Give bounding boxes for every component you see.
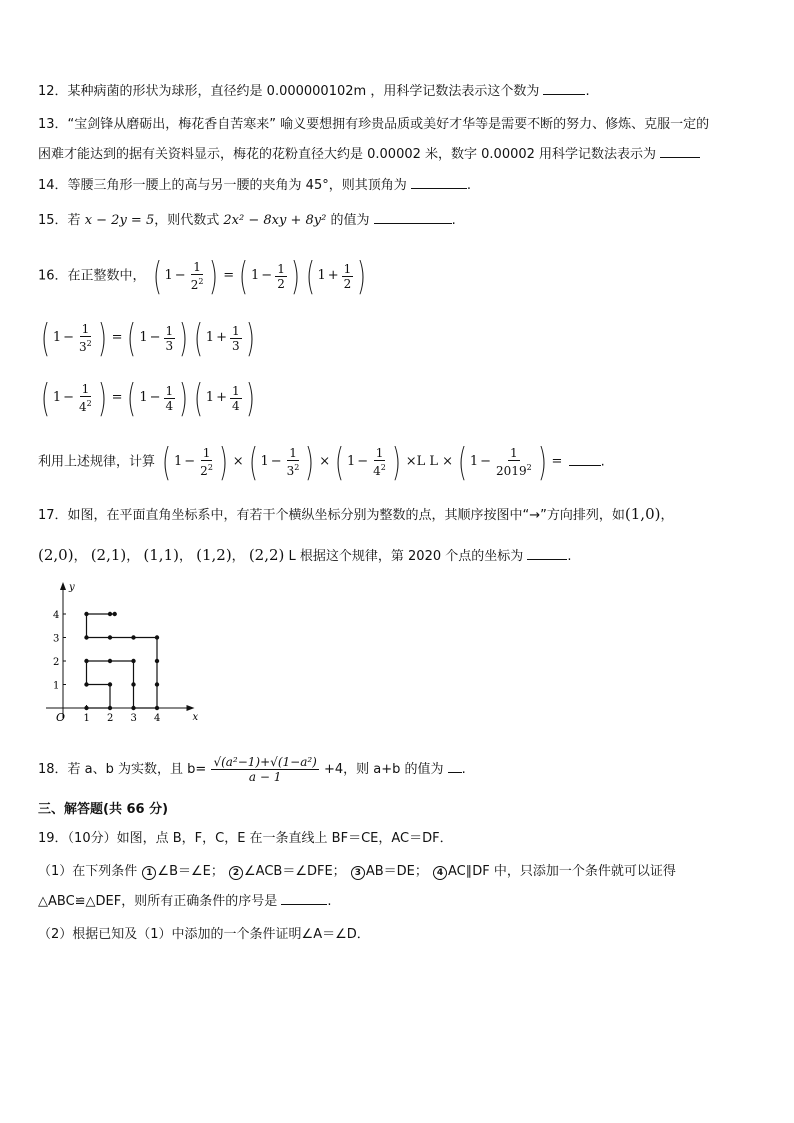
frac-num: 1: [231, 383, 240, 398]
q18-prefix: 18．若 a、b 为实数，且 b=: [38, 762, 207, 777]
q17-line1: 17．如图，在平面直角坐标系中，有若干个横纵坐标分别为整数的点，其顺序按图中“→”方向排列，如: [38, 508, 625, 523]
q13-line2: 困难才能达到的据有关资料显示，梅花的花粉直径大约是 0.00002 米，数字 0.00002 用科学记数法表示为: [38, 147, 657, 162]
circled-number: 4: [433, 866, 447, 880]
q17-point: (2,2): [248, 546, 285, 564]
q16-one: 1: [52, 390, 62, 405]
q16-frac: [494, 446, 534, 478]
q16-one: 1: [164, 268, 173, 283]
frac-den: 4: [165, 398, 174, 413]
lattice-point: [113, 612, 117, 616]
q16-end: .: [600, 454, 605, 470]
q12-end: .: [585, 84, 590, 99]
lattice-point: [84, 706, 88, 710]
lattice-point: [84, 635, 88, 639]
question-16-calc: [38, 442, 605, 483]
spiral-path: [87, 614, 158, 708]
question-17-line1: 17．如图，在平面直角坐标系中，有若干个横纵坐标分别为整数的点，其顺序按图中“→”方向排列，如(1,0)，: [38, 505, 674, 523]
q17-point: (2,1): [90, 546, 127, 564]
q16-one: 1: [139, 390, 148, 405]
q16-one: 1: [139, 330, 148, 345]
q16-frac: [275, 262, 287, 291]
question-16-row-1: [38, 256, 369, 297]
lattice-point: [84, 659, 88, 663]
lattice-point: [155, 682, 159, 686]
question-18: [38, 750, 466, 790]
q15-prefix: 15．若: [38, 213, 81, 228]
q15-mid: ，则代数式: [154, 213, 220, 228]
question-16-row-2: [38, 318, 257, 359]
q16-one: 1: [251, 268, 260, 283]
q19-condition: AC∥DF 中，只添加一个条件就可以证得: [448, 864, 676, 879]
question-12: [38, 82, 590, 102]
q16-one: 1: [346, 454, 356, 469]
frac-den: $4^2$: [79, 399, 92, 414]
lattice-point: [131, 682, 135, 686]
frac-num: 1: [375, 446, 384, 460]
question-16-row-3: [38, 378, 257, 419]
q19-part1-intro: （1）在下列条件: [38, 864, 138, 879]
y-tick-label: 1: [53, 680, 60, 692]
circled-number: 2: [229, 866, 243, 880]
q18-answer-blank[interactable]: [448, 760, 462, 773]
x-tick-label: 1: [83, 713, 90, 724]
frac-num: 1: [165, 383, 174, 398]
q15-suffix: 的值为: [330, 213, 370, 228]
x-axis-arrow: [187, 705, 195, 711]
frac-den: 2019$^2$: [496, 463, 532, 478]
lattice-point: [84, 612, 88, 616]
q19-part2-text: （2）根据已知及（1）中添加的一个条件证明∠A＝∠D．: [38, 927, 370, 942]
lattice-point: [108, 659, 112, 663]
q16-one: 1: [52, 330, 62, 345]
q16-frac: [342, 262, 354, 291]
q12-text: 12．某种病菌的形状为球形，直径约是 0.000000102m ，用科学记数法表示这个数为: [38, 84, 540, 99]
lattice-point: [155, 635, 159, 639]
q16-frac: [230, 324, 242, 353]
frac-num: 1: [231, 323, 240, 338]
question-17-line2: (2,0)， (2,1)， (1,1)， (1,2)， (2,2) L 根据这个规律，第 2020 个点的坐标为 .: [38, 546, 572, 564]
q16-frac: [77, 322, 94, 354]
question-15: [38, 211, 456, 231]
lattice-point: [84, 682, 88, 686]
q17-end: .: [567, 549, 572, 564]
q12-answer-blank[interactable]: [543, 82, 585, 95]
section-heading: 三、解答题(共 66 分): [38, 802, 169, 817]
frac-den: 3: [165, 338, 174, 353]
q15-answer-blank[interactable]: [374, 211, 452, 224]
question-14: [38, 176, 471, 196]
circled-number: 3: [351, 866, 365, 880]
question-19-part1-cont: [38, 892, 332, 912]
circled-number: 1: [142, 866, 156, 880]
q18-end: .: [461, 762, 466, 777]
frac-den: $3^2$: [79, 339, 92, 354]
y-axis-label: y: [69, 582, 75, 593]
frac-num: 1: [343, 261, 352, 276]
lattice-point: [131, 659, 135, 663]
lattice-point: [108, 682, 112, 686]
q16-calc-prefix: 利用上述规律，计算: [38, 454, 156, 470]
frac-num: 1: [510, 446, 518, 460]
q15-expression: 2x² − 8xy + 8y²: [223, 213, 327, 228]
lattice-point: [155, 659, 159, 663]
q15-condition: x − 2y = 5: [84, 213, 155, 228]
y-tick-label: 4: [53, 610, 60, 621]
q18-denominator: a − 1: [248, 770, 282, 784]
question-19-part1: [38, 862, 676, 882]
lattice-point: [155, 706, 159, 710]
y-tick-label: 2: [53, 657, 60, 668]
q16-one: 1: [205, 330, 215, 345]
question-19-line1: [38, 829, 453, 849]
origin-label: O: [56, 711, 66, 724]
q14-answer-blank[interactable]: [411, 176, 467, 189]
q16-frac: [164, 384, 176, 413]
y-axis-arrow: [60, 582, 66, 590]
x-tick-label: 3: [130, 713, 137, 724]
q18-numerator: √(a²−1)+√(1−a²): [213, 755, 317, 769]
frac-den: 3: [231, 338, 240, 353]
q13-answer-blank[interactable]: [660, 145, 700, 158]
q19-condition: AB＝DE；: [365, 864, 428, 879]
x-tick-label: 4: [154, 713, 161, 724]
q16-one: 1: [260, 454, 269, 469]
q14-text: 14．等腰三角形一腰上的高与另一腰的夹角为 45°，则其顶角为: [38, 178, 407, 193]
q17-line2-suffix: L 根据这个规律，第 2020 个点的坐标为: [288, 549, 524, 564]
q16-frac: [371, 446, 388, 478]
q17-first-point: (1,0): [624, 505, 661, 523]
q16-frac: [164, 324, 176, 353]
q13-line1: 13．“宝剑锋从磨砺出，梅花香自苦寒来” 喻义要想拥有珍贵品质或美好才华等是需要不断的努力、修炼、克服一定的: [38, 117, 710, 132]
q16-one: 1: [317, 268, 326, 283]
q19-answer-blank[interactable]: [281, 892, 327, 905]
x-axis-label: x: [192, 712, 199, 723]
frac-den: $4^2$: [373, 463, 386, 478]
frac-den: $3^2$: [286, 463, 300, 478]
q16-equation-1: ( 1 − $\frac{1}{2^2}$ ) = ( 1 − $\frac{1}{2}$ ) ( 1 + $\frac{1}{2}$ ): [152, 254, 367, 298]
frac-num: 1: [165, 323, 174, 338]
frac-num: 1: [193, 260, 201, 274]
question-19-part2: [38, 925, 370, 945]
q18-suffix: +4，则 a+b 的值为: [323, 762, 444, 777]
q16-frac: [230, 384, 242, 413]
q15-end: .: [451, 213, 456, 228]
x-tick-label: 2: [107, 713, 114, 724]
q16-product: ( 1 − $\frac{1}{2^2}$ ) × ( 1 − $\frac{1}{3^2}$ ) × ( 1 − $\frac{1}{4^2}$ ) ×L L × ( 1 − $\frac{1}{2019^2}$ ) =: [162, 440, 563, 484]
q16-ellipsis: ×L L ×: [405, 454, 454, 469]
q19-condition: ∠B＝∠E；: [157, 864, 224, 879]
q16-equation-2: ( 1 − $\frac{1}{3^2}$ ) = ( 1 − $\frac{1}{3}$ ) ( 1 + $\frac{1}{3}$ ): [40, 316, 255, 360]
question-13-line1: [38, 115, 709, 135]
q19-condition: ∠ACB＝∠DFE；: [244, 864, 346, 879]
q16-frac: [285, 446, 302, 478]
q17-point: (2,0): [38, 546, 74, 564]
y-tick-label: 3: [53, 633, 60, 645]
lattice-point: [131, 706, 135, 710]
q16-frac: [77, 382, 94, 414]
frac-den: 2: [343, 276, 352, 291]
q16-frac: [189, 260, 206, 292]
q17-answer-blank[interactable]: [527, 547, 567, 560]
frac-num: 1: [81, 322, 90, 336]
frac-num: 1: [289, 446, 297, 460]
q14-end: .: [466, 178, 471, 193]
lattice-point: [108, 612, 112, 616]
frac-den: 4: [231, 398, 240, 413]
q16-equation-3: ( 1 − $\frac{1}{4^2}$ ) = ( 1 − $\frac{1}{4}$ ) ( 1 + $\frac{1}{4}$ ): [40, 376, 255, 420]
frac-num: 1: [81, 382, 90, 396]
q16-intro: 16．在正整数中，: [38, 268, 146, 284]
q19-part1-end: .: [327, 894, 332, 909]
q16-frac: [198, 446, 215, 478]
lattice-point: [108, 706, 112, 710]
q16-one: 1: [173, 454, 183, 469]
q16-one: 1: [469, 454, 479, 469]
q17-point: (1,1): [143, 546, 179, 564]
lattice-point: [108, 635, 112, 639]
question-13-line2: [38, 145, 700, 165]
frac-num: 1: [202, 446, 211, 460]
frac-den: $2^2$: [190, 277, 204, 292]
q19-part1-text: △ABC≌△DEF，则所有正确条件的序号是: [38, 894, 278, 909]
q16-one: 1: [205, 390, 215, 405]
q18-fraction: [211, 755, 318, 784]
q19-line1: 19．（10分）如图，点 B，F，C，E 在一条直线上 BF＝CE，AC＝DF．: [38, 831, 453, 846]
lattice-point: [131, 635, 135, 639]
q17-coordinate-figure: [38, 580, 208, 730]
frac-den: 2: [277, 276, 285, 291]
frac-den: $2^2$: [200, 463, 213, 478]
frac-num: 1: [277, 261, 285, 276]
q17-point: (1,2): [196, 546, 232, 564]
q16-answer-blank[interactable]: [569, 453, 601, 466]
